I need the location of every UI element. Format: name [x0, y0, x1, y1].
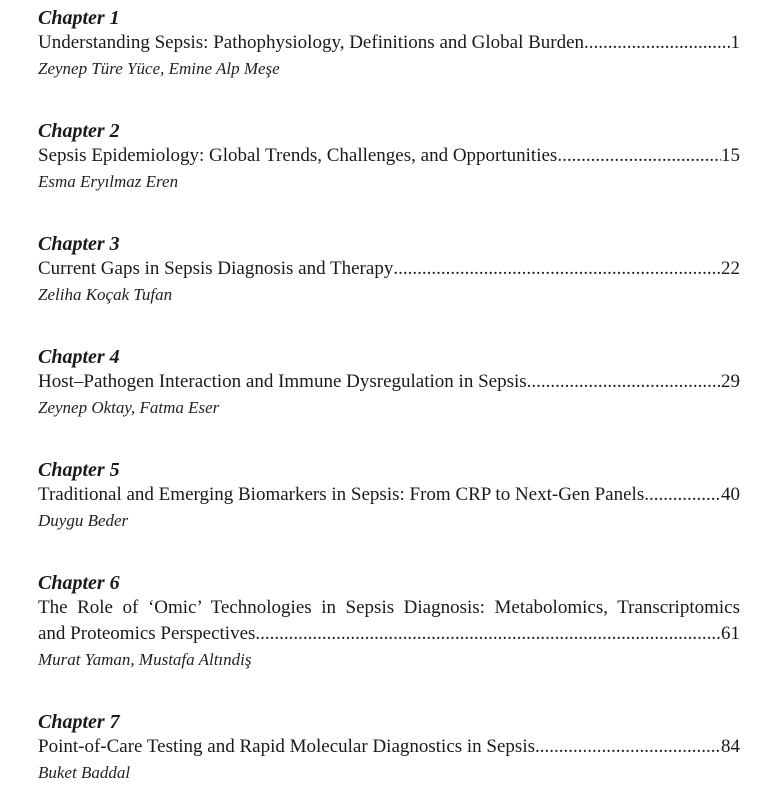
dot-leader — [557, 143, 721, 169]
toc-entry-chapter-2[interactable] — [38, 119, 740, 195]
dot-leader — [255, 621, 721, 647]
chapter-heading: Chapter 5 — [38, 459, 120, 481]
chapter-authors: Esma Eryılmaz Eren — [38, 172, 179, 191]
page-number: 1 — [730, 32, 740, 53]
chapter-title-line-2[interactable] — [38, 621, 740, 647]
page-number: 29 — [721, 371, 740, 392]
chapter-title-continued: and Proteomics Perspectives — [38, 623, 256, 644]
toc-entry-chapter-5[interactable] — [38, 458, 740, 534]
toc-entry-chapter-1[interactable] — [38, 6, 740, 82]
chapter-heading: Chapter 2 — [38, 120, 120, 142]
chapter-title: Current Gaps in Sepsis Diagnosis and Therapy — [38, 258, 394, 279]
dot-leader — [527, 369, 721, 395]
chapter-authors: Zeynep Oktay, Fatma Eser — [38, 398, 220, 417]
chapter-title-line[interactable] — [38, 369, 740, 395]
dot-leader — [393, 256, 721, 282]
chapter-title-line[interactable] — [38, 734, 740, 760]
chapter-title-line-1[interactable]: The Role of ‘Omic’ Technologies in Sepsis Diagnosis: Metabolomics, Transcriptomics — [38, 597, 740, 618]
chapter-authors: Zeynep Türe Yüce, Emine Alp Meşe — [38, 59, 280, 78]
chapter-authors: Murat Yaman, Mustafa Altındiş — [38, 650, 252, 669]
toc-entry-chapter-6[interactable] — [38, 571, 740, 673]
dot-leader — [535, 734, 721, 760]
chapter-authors: Buket Baddal — [38, 763, 131, 782]
chapter-authors: Duygu Beder — [38, 511, 129, 530]
page-number: 15 — [721, 145, 740, 166]
toc-entry-chapter-4[interactable] — [38, 345, 740, 421]
chapter-title: Traditional and Emerging Biomarkers in Sepsis: From CRP to Next-Gen Panels — [38, 484, 645, 505]
chapter-heading: Chapter 4 — [38, 346, 120, 368]
chapter-heading: Chapter 3 — [38, 233, 120, 255]
chapter-heading: Chapter 1 — [38, 7, 120, 29]
chapter-heading: Chapter 7 — [38, 711, 120, 733]
chapter-title-line[interactable] — [38, 256, 740, 282]
chapter-title: Host–Pathogen Interaction and Immune Dysregulation in Sepsis — [38, 371, 527, 392]
chapter-title: Sepsis Epidemiology: Global Trends, Challenges, and Opportunities — [38, 145, 558, 166]
page-number: 61 — [721, 623, 740, 644]
page-number: 84 — [721, 736, 740, 757]
chapter-authors: Zeliha Koçak Tufan — [38, 285, 173, 304]
toc-entry-chapter-3[interactable] — [38, 232, 740, 308]
toc-entry-chapter-7[interactable] — [38, 710, 740, 786]
page-number: 40 — [721, 484, 740, 505]
dot-leader — [584, 30, 730, 56]
chapter-title-line[interactable] — [38, 143, 740, 169]
chapter-heading: Chapter 6 — [38, 572, 120, 594]
page-number: 22 — [721, 258, 740, 279]
dot-leader — [644, 482, 721, 508]
chapter-title-line[interactable] — [38, 482, 740, 508]
chapter-title: Point-of-Care Testing and Rapid Molecular Diagnostics in Sepsis — [38, 736, 535, 757]
chapter-title-line[interactable] — [38, 30, 740, 56]
chapter-title: Understanding Sepsis: Pathophysiology, Definitions and Global Burden — [38, 32, 585, 53]
